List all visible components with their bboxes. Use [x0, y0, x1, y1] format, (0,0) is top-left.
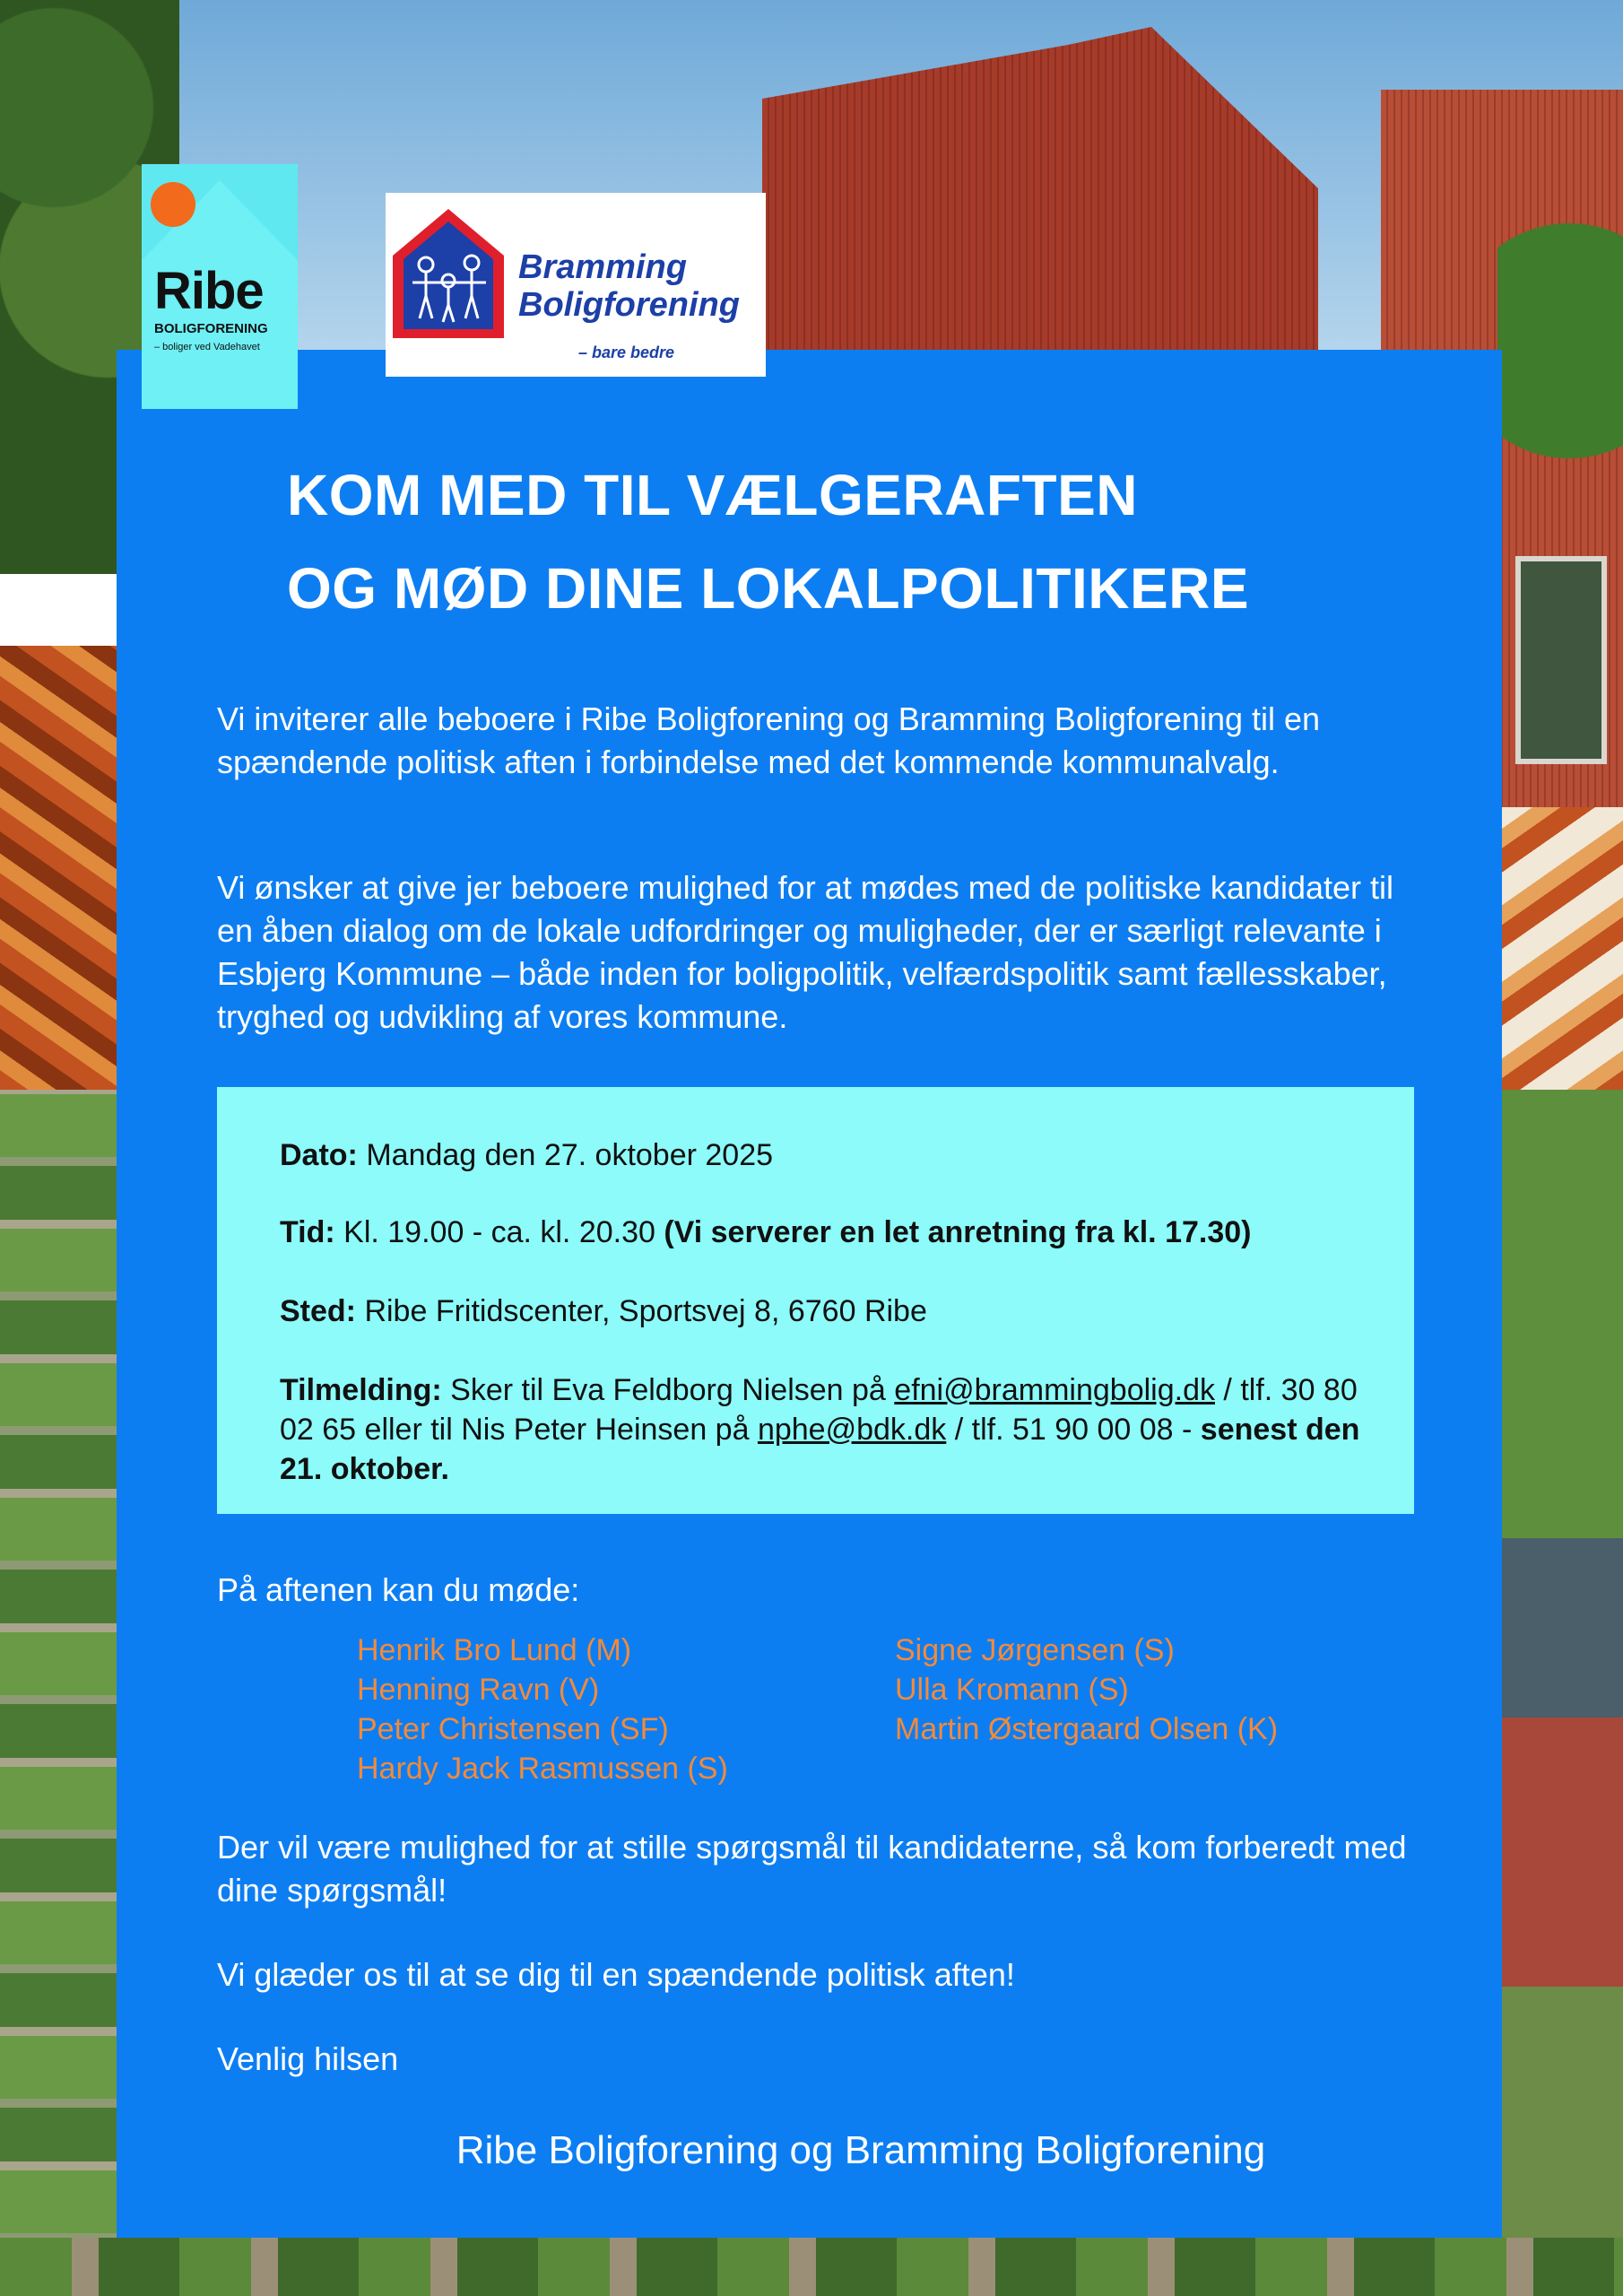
ribe-boligforening-logo	[142, 164, 298, 409]
bramming-logo-line1: Bramming	[518, 248, 687, 286]
intro-paragraph-2: Vi ønsker at give jer beboere mulighed for at mødes med de politiske kandidater til en åben dialog om de lokale udfordringer og muligheder, der er særligt relevante i Esbjerg Kommune – både inden for boligpolitik, velfærdspolitik samt fællesskaber, tryghed og udvikling af vores kommune.	[217, 869, 1393, 1035]
candidate-name: Signe Jørgensen (S)	[895, 1633, 1175, 1667]
bramming-boligforening-logo	[386, 193, 766, 377]
bramming-logo-line2: Boligforening	[518, 286, 740, 324]
greeting: Venlig hilsen	[217, 2040, 399, 2077]
autumn-leaves-right	[1497, 807, 1623, 1094]
welcome-paragraph: Vi glæder os til at se dig til en spændende politisk aften!	[217, 1956, 1015, 1993]
intro-paragraph-1: Vi inviterer alle beboere i Ribe Boligforening og Bramming Boligforening til en spændende politisk aften i forbindelse med det kommende kommunalvalg.	[217, 700, 1321, 780]
ribe-logo-sub: BOLIGFORENING	[154, 321, 268, 336]
event-signup	[280, 1370, 1383, 1489]
signup-text: Sker til Eva Feldborg Nielsen på	[441, 1373, 895, 1407]
event-place	[280, 1292, 1383, 1331]
signup-deadline: senest den 21. oktober.	[280, 1413, 1360, 1486]
bramming-logo-tagline: – bare bedre	[578, 344, 675, 361]
autumn-leaves-left	[0, 646, 126, 1094]
time-note: (Vi serverer en let anretning fra kl. 17.30)	[664, 1215, 1252, 1249]
candidate-name: Martin Østergaard Olsen (K)	[895, 1712, 1279, 1746]
event-details-box	[217, 1087, 1414, 1514]
candidate-name: Henning Ravn (V)	[357, 1673, 600, 1707]
title-line-2: OG MØD DINE LOKALPOLITIKERE	[287, 556, 1250, 621]
date-label: Dato:	[280, 1138, 358, 1172]
ribe-logo-tagline: – boliger ved Vadehavet	[154, 342, 260, 352]
family-house-icon	[386, 202, 511, 345]
tree-photo-right	[1497, 161, 1623, 556]
bramming-logo-name	[518, 248, 740, 324]
candidates-left-column	[357, 1631, 728, 1788]
building-window	[1515, 556, 1607, 764]
email-link-nphe[interactable]: nphe@bdk.dk	[757, 1413, 947, 1447]
time-label: Tid:	[280, 1215, 335, 1249]
email-link-efni[interactable]: efni@brammingbolig.dk	[894, 1373, 1215, 1407]
aerial-photo-bottom	[0, 2238, 1623, 2296]
place-value: Ribe Fritidscenter, Sportsvej 8, 6760 Ribe	[356, 1294, 927, 1328]
event-time	[280, 1213, 1383, 1252]
candidates-right-column	[895, 1631, 1278, 1749]
time-value: Kl. 19.00 - ca. kl. 20.30	[334, 1215, 664, 1249]
invitation-title	[287, 448, 1249, 635]
title-line-1: KOM MED TIL VÆLGERAFTEN	[287, 463, 1138, 527]
questions-paragraph: Der vil være mulighed for at stille spørgsmål til kandidaterne, så kom forberedt med dine spørgsmål!	[217, 1829, 1407, 1909]
signup-label: Tilmelding:	[280, 1373, 442, 1407]
event-date	[280, 1135, 1383, 1175]
aerial-photo-right	[1497, 1090, 1623, 2296]
signature: Ribe Boligforening og Bramming Boligforening	[456, 2128, 1266, 2172]
candidates-intro: På aftenen kan du møde:	[217, 1571, 580, 1608]
date-value: Mandag den 27. oktober 2025	[357, 1138, 774, 1172]
place-label: Sted:	[280, 1294, 356, 1328]
ribe-logo-name: Ribe	[154, 262, 264, 320]
signup-text: / tlf. 51 90 00 08 -	[946, 1413, 1201, 1447]
candidate-name: Peter Christensen (SF)	[357, 1712, 669, 1746]
sun-icon	[151, 182, 195, 227]
signup-text: / tlf. 30 80 02 65 eller til Nis Peter Heinsen på	[280, 1373, 1358, 1447]
candidate-name: Henrik Bro Lund (M)	[357, 1633, 632, 1667]
aerial-photo-left	[0, 1090, 126, 2296]
candidate-name: Ulla Kromann (S)	[895, 1673, 1129, 1707]
candidate-name: Hardy Jack Rasmussen (S)	[357, 1752, 728, 1786]
